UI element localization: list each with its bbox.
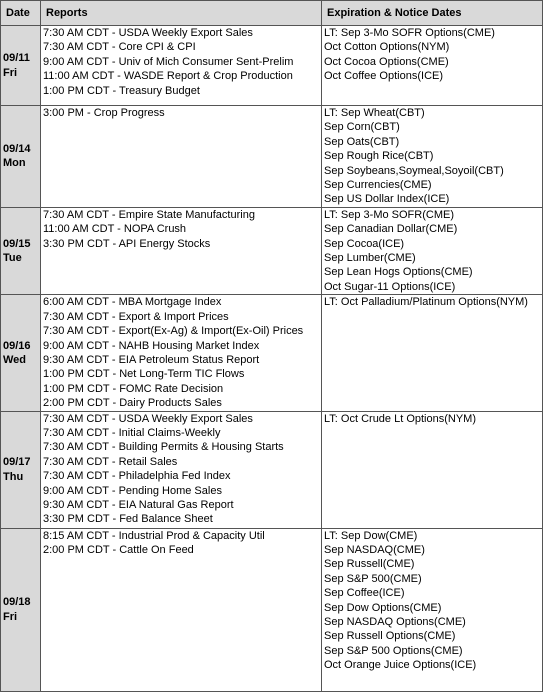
weekday-label: Thu — [3, 470, 24, 483]
reports-cell — [41, 528, 322, 691]
report-item: 9:30 AM CDT - EIA Petroleum Status Report — [43, 353, 260, 366]
expirations-cell — [322, 26, 543, 106]
date-label: 09/15 — [3, 237, 31, 250]
expiration-item: LT: Sep 3-Mo SOFR(CME) — [324, 208, 454, 221]
weekday-label: Wed — [3, 353, 27, 366]
report-item: 9:30 AM CDT - EIA Natural Gas Report — [43, 498, 234, 511]
expiration-item: Sep Russell Options(CME) — [324, 630, 456, 643]
expiration-item: Sep Corn(CBT) — [324, 121, 400, 134]
expiration-item: Sep Canadian Dollar(CME) — [324, 223, 458, 236]
expiration-item: Sep Oats(CBT) — [324, 135, 400, 148]
date-cell — [1, 528, 41, 691]
day-row — [1, 207, 543, 294]
expiration-item: Sep Lean Hogs Options(CME) — [324, 266, 473, 279]
expiration-item: Sep NASDAQ(CME) — [324, 543, 425, 556]
report-item: 9:00 AM CDT - Pending Home Sales — [43, 484, 222, 497]
weekday-label: Mon — [3, 157, 26, 170]
reports-cell — [41, 411, 322, 528]
report-item: 7:30 AM CDT - USDA Weekly Export Sales — [43, 412, 253, 425]
report-item: 7:30 AM CDT - Empire State Manufacturing — [43, 208, 255, 221]
expiration-item: Oct Sugar-11 Options(ICE) — [324, 280, 456, 293]
expiration-item: Sep Currencies(CME) — [324, 179, 432, 192]
reports-cell — [41, 26, 322, 106]
expiration-column-header: Expiration & Notice Dates — [322, 1, 543, 26]
day-row — [1, 411, 543, 528]
date-cell — [1, 26, 41, 106]
expiration-item: Oct Orange Juice Options(ICE) — [324, 659, 477, 672]
weekday-label: Tue — [3, 252, 22, 265]
expiration-item: Sep S&P 500(CME) — [324, 572, 422, 585]
report-item: 3:00 PM - Crop Progress — [43, 107, 165, 119]
report-item: 2:00 PM CDT - Cattle On Feed — [43, 543, 194, 556]
report-item: 7:30 AM CDT - Export & Import Prices — [43, 310, 229, 323]
report-item: 1:00 PM CDT - Net Long-Term TIC Flows — [43, 368, 245, 381]
report-item: 3:30 PM CDT - API Energy Stocks — [43, 237, 211, 250]
day-row — [1, 295, 543, 411]
expirations-cell — [322, 295, 543, 411]
date-cell — [1, 207, 41, 294]
report-item: 7:30 AM CDT - Initial Claims-Weekly — [43, 426, 221, 439]
reports-cell — [41, 106, 322, 208]
header-row — [1, 1, 543, 26]
report-item: 1:00 PM CDT - FOMC Rate Decision — [43, 382, 224, 395]
report-item: 7:30 AM CDT - Core CPI & CPI — [43, 41, 196, 54]
report-item: 7:30 AM CDT - Export(Ex-Ag) & Import(Ex-Oil) Prices — [43, 325, 304, 338]
expirations-cell — [322, 106, 543, 208]
expiration-item: Sep Rough Rice(CBT) — [324, 150, 434, 163]
date-label: 09/14 — [3, 143, 31, 156]
expiration-item: Sep S&P 500 Options(CME) — [324, 644, 463, 657]
report-item: 9:00 AM CDT - Univ of Mich Consumer Sent-Prelim — [43, 55, 294, 68]
expiration-item: LT: Oct Palladium/Platinum Options(NYM) — [324, 296, 528, 309]
report-item: 3:30 PM CDT - Fed Balance Sheet — [43, 513, 213, 526]
weekday-label: Fri — [3, 66, 18, 79]
expiration-item: Sep Dow Options(CME) — [324, 601, 442, 614]
reports-cell — [41, 295, 322, 411]
day-row — [1, 26, 543, 106]
report-item: 9:00 AM CDT - NAHB Housing Market Index — [43, 339, 260, 352]
report-item: 6:00 AM CDT - MBA Mortgage Index — [43, 296, 222, 309]
date-label: 09/17 — [3, 456, 31, 469]
date-cell — [1, 295, 41, 411]
expiration-item: Sep Lumber(CME) — [324, 252, 416, 265]
expiration-item: Sep Russell(CME) — [324, 558, 415, 571]
report-item: 11:00 AM CDT - WASDE Report & Crop Production — [43, 70, 293, 83]
expiration-item: Sep US Dollar Index(ICE) — [324, 193, 450, 206]
date-label: 09/16 — [3, 339, 31, 352]
expirations-cell — [322, 207, 543, 294]
report-item: 7:30 AM CDT - Building Permits & Housing Starts — [43, 441, 284, 454]
expirations-cell — [322, 528, 543, 691]
expiration-item: LT: Sep Wheat(CBT) — [324, 107, 425, 119]
reports-column-header: Reports — [41, 1, 322, 26]
report-item: 7:30 AM CDT - Philadelphia Fed Index — [43, 470, 231, 483]
expiration-item: Oct Coffee Options(ICE) — [324, 70, 444, 83]
date-column-header: Date — [1, 1, 41, 26]
expirations-cell — [322, 411, 543, 528]
expiration-item: Oct Cotton Options(NYM) — [324, 41, 450, 54]
expiration-item: Sep Coffee(ICE) — [324, 587, 405, 600]
calendar-body — [1, 26, 543, 692]
expiration-item: Sep Soybeans,Soymeal,Soyoil(CBT) — [324, 164, 504, 177]
date-label: 09/11 — [3, 52, 30, 65]
day-row — [1, 528, 543, 691]
date-cell — [1, 106, 41, 208]
expiration-item: LT: Oct Crude Lt Options(NYM) — [324, 412, 477, 425]
expiration-item: Sep NASDAQ Options(CME) — [324, 615, 466, 628]
report-item: 8:15 AM CDT - Industrial Prod & Capacity Util — [43, 529, 265, 542]
report-item: 7:30 AM CDT - USDA Weekly Export Sales — [43, 27, 253, 39]
expiration-item: LT: Sep 3-Mo SOFR Options(CME) — [324, 27, 495, 39]
day-row — [1, 106, 543, 208]
report-item: 1:00 PM CDT - Treasury Budget — [43, 84, 200, 97]
report-item: 7:30 AM CDT - Retail Sales — [43, 455, 178, 468]
expiration-item: Sep Cocoa(ICE) — [324, 237, 405, 250]
report-item: 11:00 AM CDT - NOPA Crush — [43, 223, 187, 236]
reports-cell — [41, 207, 322, 294]
weekday-label: Fri — [3, 610, 18, 623]
expiration-item: LT: Sep Dow(CME) — [324, 529, 418, 542]
report-item: 2:00 PM CDT - Dairy Products Sales — [43, 397, 222, 410]
expiration-item: Oct Cocoa Options(CME) — [324, 55, 449, 68]
date-cell — [1, 411, 41, 528]
date-label: 09/18 — [3, 596, 31, 609]
